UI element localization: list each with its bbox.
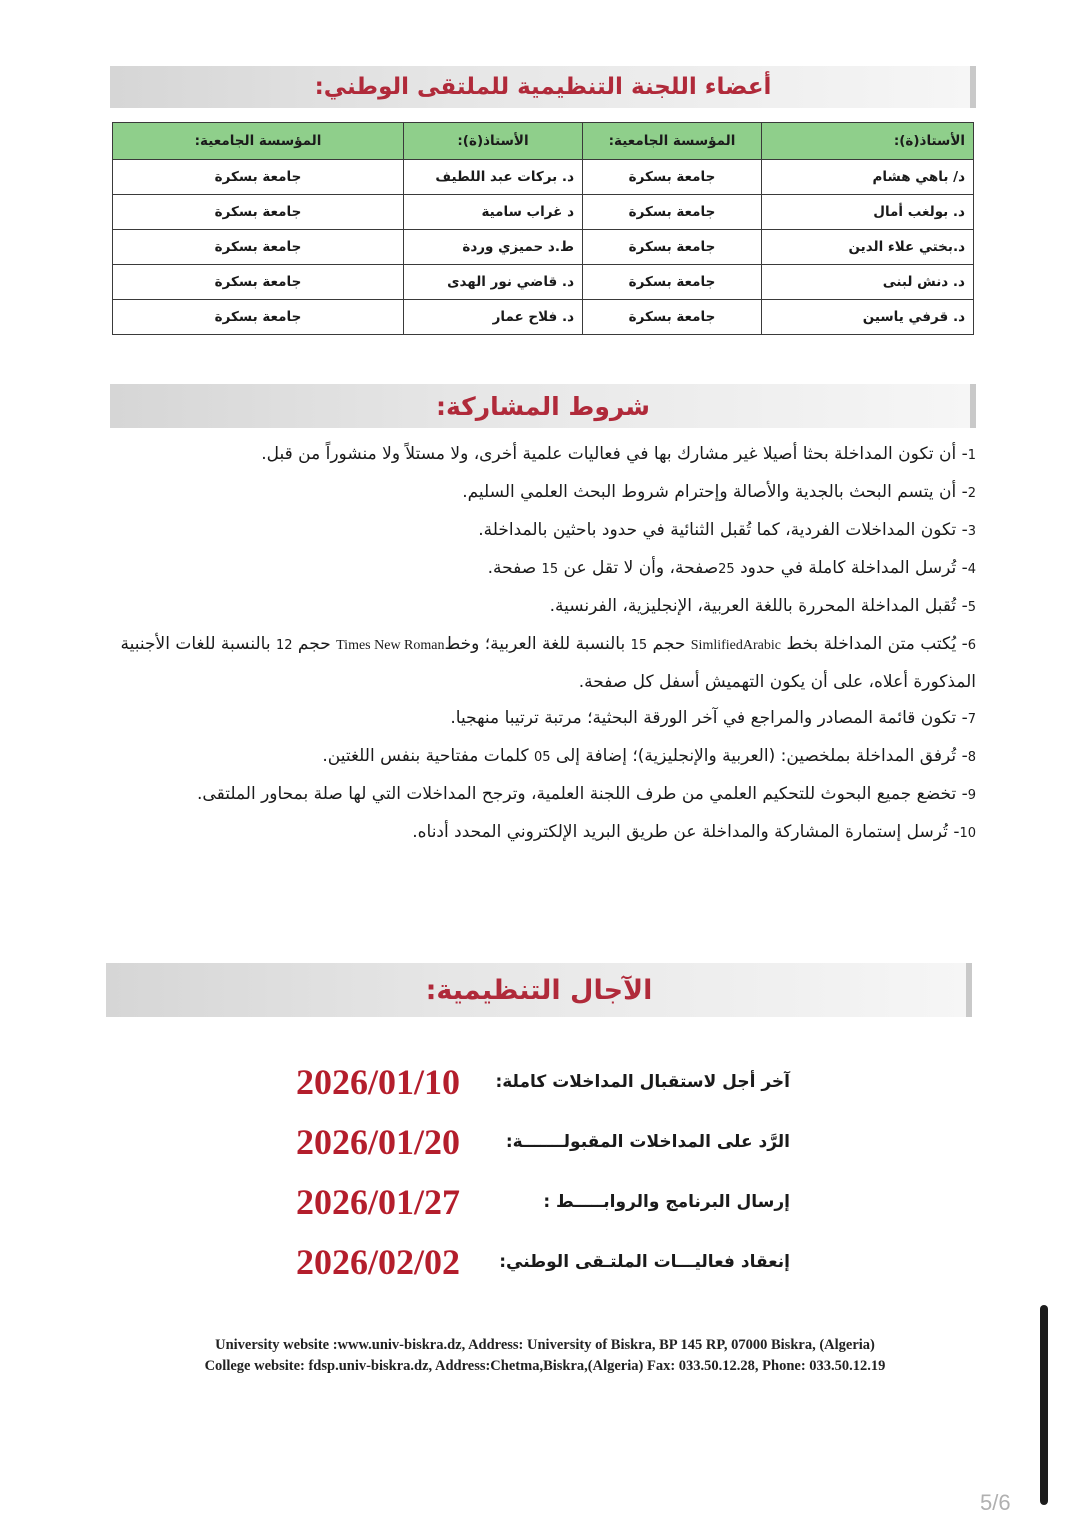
condition-text: - تخضع جميع البحوث للتحكيم العلمي من طرف اللجنة العلمية، وترجح المداخلات التي لها صلة بمحاور الملتقى. [197,784,968,804]
table-cell: جامعة بسكرة [583,195,762,230]
deadline-date: 2026/02/02 [295,1242,460,1282]
condition-text: حجم [647,634,691,654]
condition-number: 9 [967,788,976,803]
arabic-font-name: SimlifiedArabic [690,638,781,653]
condition-number: 7 [967,712,976,727]
deadline-date: 2026/01/27 [295,1182,460,1222]
header-institution-2: المؤسسة الجامعية: [113,123,404,160]
deadlines-list [230,1052,790,1292]
condition-text: - تكون قائمة المصادر والمراجع في آخر الورقة البحثية؛ مرتبة ترتيبا منهجيا. [450,708,968,728]
deadline-row [230,1172,790,1232]
condition-text: حجم [292,634,337,654]
table-cell: د. قاضي نور الهدى [404,265,583,300]
condition-number: 6 [967,638,976,653]
condition-item [110,550,976,588]
condition-text: - تكون المداخلات الفردية، كما تُقبل الثنائية في حدود باحثين بالمداخلة. [478,520,968,540]
conditions-title: شروط المشاركة: [436,391,650,421]
condition-text: - يُكتب متن المداخلة بخط [780,634,968,654]
page-footer [100,1335,990,1377]
condition-item [110,776,976,814]
condition-item [110,512,976,550]
table-row [113,195,974,230]
committee-title: أعضاء اللجنة التنظيمية للملتقى الوطني: [314,74,772,100]
page-indicator: 5/6 [980,1490,1011,1515]
condition-text: - أن تكون المداخلة بحثا أصيلا غير مشارك بها في فعاليات علمية أخرى، ولا مستلاً ولا منشوراً من قبل. [261,444,968,464]
table-cell: د. دنش لبنى [762,265,974,300]
table-cell: ط.د حميزي وردة [404,230,583,265]
footer-university-line: University website :www.univ-biskra.dz, Address: University of Biskra, BP 145 RP, 07000 Biskra, (Algeria) [215,1337,875,1353]
condition-text: بالنسبة للغات الأجنبية المذكورة أعلاه، على أن يكون التهميش أسفل كل صفحة. [120,634,976,692]
table-header-row [113,123,974,160]
table-cell: جامعة بسكرة [583,300,762,335]
table-cell: د/ باهي هشام [762,160,974,195]
condition-text: - تُرسل المداخلة كاملة في حدود [734,558,968,578]
header-professor-2: الأستاذ(ة): [404,123,583,160]
footer-college-line: College website: fdsp.univ-biskra.dz, Address:Chetma,Biskra,(Algeria) Fax: 033.50.12.28, Phone: 033.50.12.19 [204,1358,886,1374]
table-cell: د. قرفي ياسين [762,300,974,335]
header-professor-1: الأستاذ(ة): [762,123,974,160]
table-cell: د. بولغب أمال [762,195,974,230]
page-max-number: 25 [718,562,735,577]
header-institution-1: المؤسسة الجامعية: [583,123,762,160]
deadline-date: 2026/01/20 [295,1122,460,1162]
band-accent [970,384,976,428]
condition-text: - تُقبل المداخلة المحررة باللغة العربية، الإنجليزية، الفرنسية. [549,596,968,616]
deadline-date: 2026/01/10 [295,1062,460,1102]
table-row [113,300,974,335]
table-cell: جامعة بسكرة [583,265,762,300]
committee-title-band [110,66,976,108]
latin-font-name: Times New Roman [336,638,445,653]
condition-text: صفحة. [487,558,542,578]
condition-item [110,738,976,776]
deadlines-title: الآجال التنظيمية: [425,974,653,1006]
table-cell: جامعة بسكرة [113,195,404,230]
page-min-number: 15 [541,562,559,577]
arabic-font-size: 15 [630,638,648,653]
condition-item [110,474,976,512]
table-cell: جامعة بسكرة [113,230,404,265]
table-row [113,265,974,300]
condition-text: صفحة، وأن لا تقل عن [558,558,719,578]
deadline-label: إنعقاد فعاليـــات الملتـقى الوطني: [499,1252,790,1272]
condition-number: 1 [967,448,976,463]
table-cell: د. بركات عبد اللطيف [404,160,583,195]
deadline-row [230,1112,790,1172]
band-accent [966,963,972,1017]
condition-item [110,626,976,700]
band-accent [970,66,976,108]
table-cell: د غراب سامية [404,195,583,230]
condition-item [110,700,976,738]
condition-number: 4 [967,562,976,577]
condition-item [110,588,976,626]
table-cell: جامعة بسكرة [113,265,404,300]
scrollbar-thumb[interactable] [1040,1305,1048,1505]
table-cell: د. فلاح عمار [404,300,583,335]
table-cell: جامعة بسكرة [113,300,404,335]
committee-table [112,122,974,335]
deadline-label: إرسال البرنامج والروابـــــط : [543,1192,790,1212]
condition-number: 5 [967,600,976,615]
condition-item [110,436,976,474]
table-cell: جامعة بسكرة [583,230,762,265]
table-cell: د.بختي علاء الدين [762,230,974,265]
deadline-label: الرَّد على المداخلات المقبولـــــــة: [505,1132,790,1152]
condition-text: بالنسبة للغة العربية؛ وخط [444,634,631,654]
deadline-label: آخر أجل لاستقبال المداخلات كاملة: [495,1072,790,1092]
condition-number: 3 [967,524,976,539]
condition-text: كلمات مفتاحية بنفس اللغتين. [322,746,534,766]
condition-number: 8 [967,750,976,765]
condition-text: - أن يتسم البحث بالجدية والأصالة وإحترام شروط البحث العلمي السليم. [462,482,968,502]
deadline-row [230,1232,790,1292]
condition-number: 10 [959,826,976,841]
deadline-row [230,1052,790,1112]
table-cell: جامعة بسكرة [113,160,404,195]
condition-number: 2 [967,486,976,501]
latin-font-size: 12 [275,638,293,653]
conditions-list [110,436,976,852]
deadlines-title-band [106,963,972,1017]
condition-text: - تُرفق المداخلة بملخصين: (العربية والإنجليزية)؛ إضافة إلى [550,746,968,766]
keywords-count: 05 [533,750,551,765]
table-row [113,230,974,265]
table-cell: جامعة بسكرة [583,160,762,195]
table-row [113,160,974,195]
condition-item [110,814,976,852]
conditions-title-band [110,384,976,428]
condition-text: - تُرسل إستمارة المشاركة والمداخلة عن طريق البريد الإلكتروني المحدد أدناه. [412,822,960,842]
